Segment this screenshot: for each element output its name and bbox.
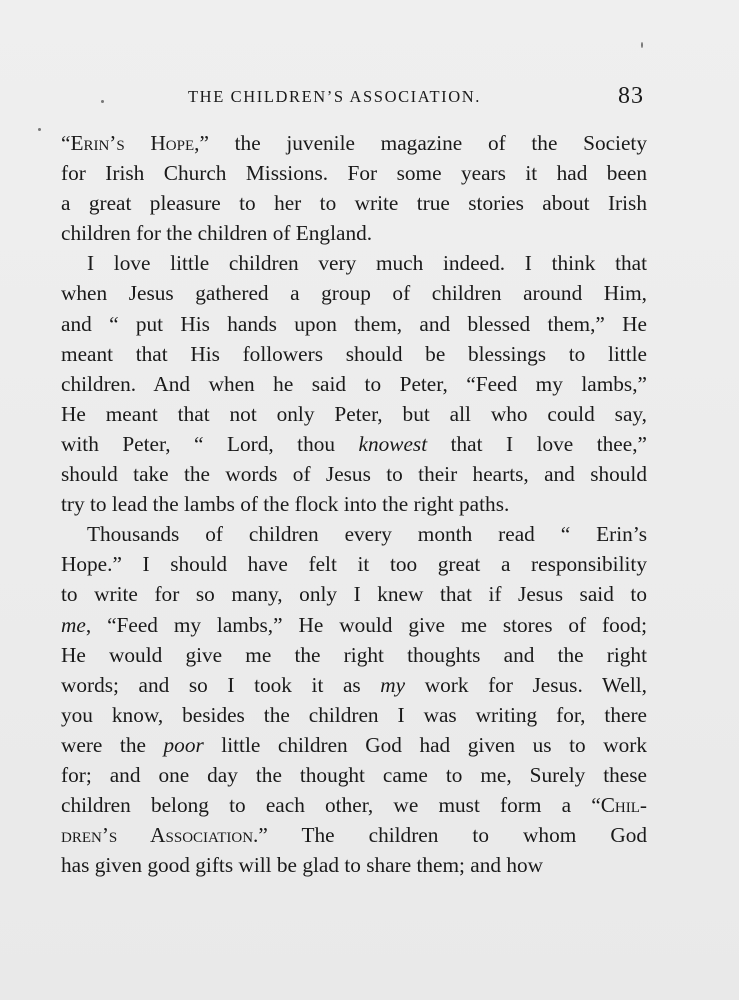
text-run: children for the children of England. xyxy=(61,221,373,246)
text-line xyxy=(61,218,647,248)
text-run: were the xyxy=(61,732,164,757)
small-caps-text: dren’s Association. xyxy=(61,823,259,848)
text-run: children. And when he said to Peter, “Feed my lambs,” xyxy=(61,371,647,396)
text-run: and “ put His hands upon them, and blessed them,” He xyxy=(61,311,647,336)
italic-text: knowest xyxy=(358,431,428,456)
text-run: a great pleasure to her to write true stories about Irish xyxy=(61,191,647,216)
text-line xyxy=(61,730,647,760)
text-line xyxy=(61,399,647,429)
text-line xyxy=(61,610,647,640)
paper-speck xyxy=(101,100,104,103)
text-run: should take the words of Jesus to their hearts, and should xyxy=(61,462,647,487)
italic-text: poor xyxy=(163,732,204,757)
text-run: He meant that not only Peter, but all who could say, xyxy=(61,401,647,426)
page-header xyxy=(0,83,739,113)
text-line xyxy=(61,820,647,850)
text-run: little children God had given us to work xyxy=(203,732,647,757)
text-run: that I love thee,” xyxy=(427,431,647,456)
text-run: has given good gifts will be glad to share them; and how xyxy=(61,853,544,878)
text-run: for Irish Church Missions. For some years it had been xyxy=(61,161,647,186)
text-line xyxy=(61,519,647,549)
text-run: work for Jesus. Well, xyxy=(405,672,647,697)
text-line xyxy=(61,429,647,459)
text-line xyxy=(61,700,647,730)
text-line xyxy=(61,850,647,880)
italic-text: my xyxy=(380,672,406,697)
text-run: to write for so many, only I knew that if Jesus said to xyxy=(61,582,647,607)
text-line xyxy=(61,158,647,188)
text-run: Hope.” I should have felt it too great a responsibility xyxy=(61,552,647,577)
text-line xyxy=(61,339,647,369)
text-run: ” The children to whom God xyxy=(258,823,647,848)
paper-speck xyxy=(38,128,41,131)
text-run: meant that His followers should be blessings to little xyxy=(61,341,647,366)
text-line xyxy=(61,670,647,700)
italic-text: me xyxy=(61,612,86,637)
text-line xyxy=(61,640,647,670)
text-run: when Jesus gathered a group of children around Him, xyxy=(61,281,647,306)
text-line xyxy=(61,579,647,609)
text-line xyxy=(61,790,647,820)
text-line xyxy=(61,128,647,158)
small-caps-text: Chil- xyxy=(600,793,647,818)
text-run: ” the juvenile magazine of the Society xyxy=(199,131,647,155)
text-line xyxy=(61,248,647,278)
text-line xyxy=(61,278,647,308)
small-caps-text: Erin’s Hope, xyxy=(70,131,200,155)
text-line xyxy=(61,188,647,218)
text-line xyxy=(61,489,647,519)
text-run: with Peter, “ Lord, thou xyxy=(61,431,359,456)
paper-speck xyxy=(641,42,643,48)
running-head: THE CHILDREN’S ASSOCIATION. xyxy=(188,87,481,106)
text-run: children belong to each other, we must form a “ xyxy=(61,793,601,818)
text-run: He would give me the right thoughts and the right xyxy=(61,642,647,667)
text-line xyxy=(61,459,647,489)
text-run: I love little children very much indeed. I think that xyxy=(87,251,647,276)
text-run: words; and so I took it as xyxy=(61,672,381,697)
body-text xyxy=(61,128,647,880)
text-line xyxy=(61,760,647,790)
text-run: you know, besides the children I was writing for, there xyxy=(61,702,647,727)
text-run: Thousands of children every month read “ Erin’s xyxy=(87,522,647,547)
page-number: 83 xyxy=(618,83,644,109)
text-run: “ xyxy=(61,131,71,155)
text-line xyxy=(61,369,647,399)
text-run: try to lead the lambs of the flock into the right paths. xyxy=(61,492,510,517)
text-run: , “Feed my lambs,” He would give me stores of food; xyxy=(85,612,647,637)
text-line xyxy=(61,309,647,339)
text-line xyxy=(61,549,647,579)
text-run: for; and one day the thought came to me, Surely these xyxy=(61,762,647,787)
